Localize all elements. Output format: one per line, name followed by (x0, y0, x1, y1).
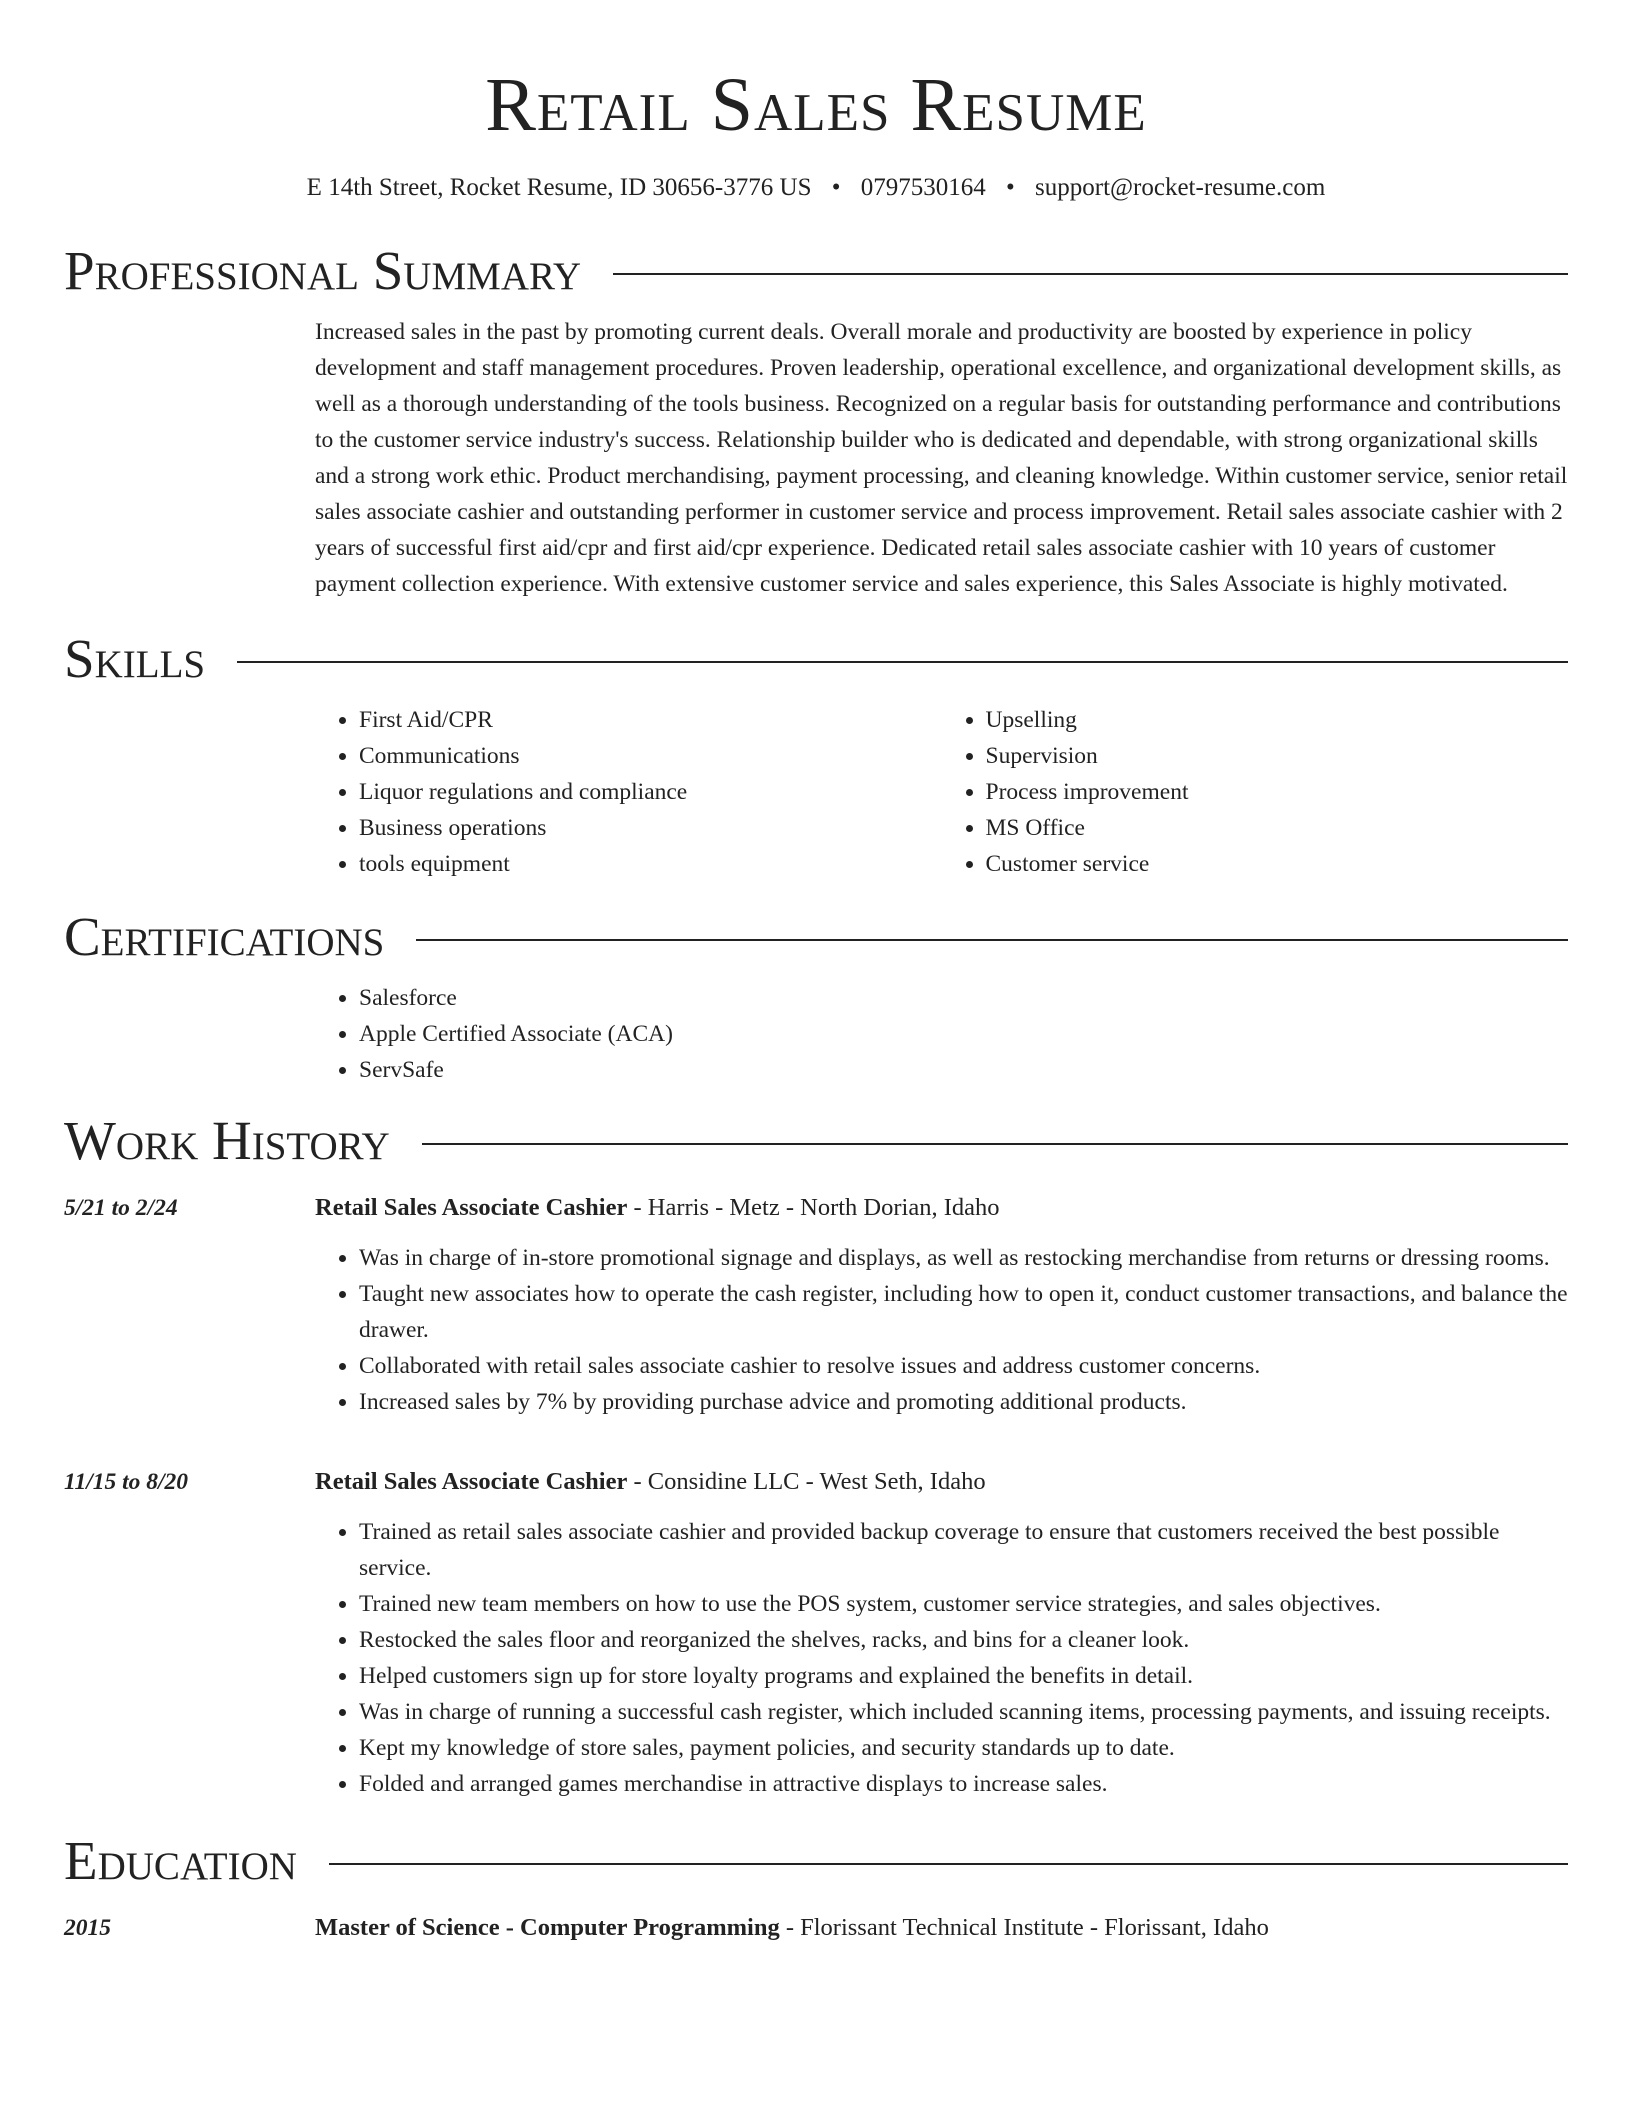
work-title-line (315, 1190, 1568, 1226)
certifications-bullets (315, 980, 1568, 1088)
job-details: - Harris - Metz - North Dorian, Idaho (627, 1194, 1000, 1221)
certification-item: • Salesforce (359, 980, 1568, 1016)
certification-item: • ServSafe (359, 1052, 1568, 1088)
summary-section-header (64, 238, 1568, 304)
job-details: - Considine LLC - West Seth, Idaho (627, 1468, 986, 1495)
skills-column-right (942, 702, 1569, 882)
education-body (315, 1910, 1568, 1946)
work-bullets (315, 1240, 1568, 1420)
section-divider (329, 1863, 1568, 1865)
skill-item: • Customer service (986, 846, 1569, 882)
skills-section-header (64, 626, 1568, 692)
skill-item: • Process improvement (986, 774, 1569, 810)
skill-item: • MS Office (986, 810, 1569, 846)
skill-item: • Business operations (359, 810, 942, 846)
job-title: Retail Sales Associate Cashier (315, 1468, 628, 1495)
certification-item: • Apple Certified Associate (ACA) (359, 1016, 1568, 1052)
skill-item: • First Aid/CPR (359, 702, 942, 738)
resume-name: Retail Sales Resume (485, 63, 1147, 147)
certifications-heading: Certifications (64, 906, 385, 967)
resume-page (64, 0, 1568, 1946)
work-bullet: • Restocked the sales floor and reorganized the shelves, racks, and bins for a cleaner look. (359, 1622, 1568, 1658)
contact-separator: • (831, 174, 841, 201)
job-title: Retail Sales Associate Cashier (315, 1194, 628, 1221)
skill-item: • tools equipment (359, 846, 942, 882)
work-bullet: • Taught new associates how to operate the cash register, including how to open it, conduct customer transactions, and balance the drawer. (359, 1276, 1568, 1348)
education-details: - Florissant Technical Institute - Florissant, Idaho (779, 1914, 1269, 1941)
education-title-line (315, 1910, 1568, 1946)
summary-text: Increased sales in the past by promoting current deals. Overall morale and productivity are boosted by experience in policy development and staff management procedures. Proven leadership, operational excellence, and organizational development skills, as well as a thorough understanding of the tools business. Recognized on a regular basis for outstanding performance and contributions to the customer service industry's success. Relationship builder who is dedicated and dependable, with strong organizational skills and a strong work ethic. Product merchandising, payment processing, and cleaning knowledge. Within customer service, senior retail sales associate cashier and outstanding performer in customer service and process improvement. Retail sales associate cashier with 2 years of successful first aid/cpr and first aid/cpr experience. Dedicated retail sales associate cashier with 10 years of customer payment collection experience. With extensive customer service and sales experience, this Sales Associate is highly motivated. (315, 319, 1568, 597)
contact-separator: • (1006, 174, 1015, 201)
work-title-line (315, 1464, 1568, 1500)
education-section-header (64, 1828, 1568, 1894)
work-bullets (315, 1514, 1568, 1802)
work-bullet: • Kept my knowledge of store sales, payment policies, and security standards up to date. (359, 1730, 1568, 1766)
work-bullet: • Trained new team members on how to use the POS system, customer service strategies, and sales objectives. (359, 1586, 1568, 1622)
work-dates: 11/15 to 8/20 (64, 1469, 189, 1495)
contact-phone: 0797530164 (860, 174, 986, 201)
certifications-list (315, 980, 1568, 1088)
section-divider (416, 939, 1568, 941)
skill-item: • Communications (359, 738, 942, 774)
work-bullet: • Was in charge of running a successful cash register, which included scanning items, processing payments, and issuing receipts. (359, 1694, 1568, 1730)
work-body (315, 1190, 1568, 1420)
contact-email: support@rocket-resume.com (1035, 174, 1326, 201)
section-divider (613, 273, 1568, 275)
degree: Master of Science - Computer Programming (315, 1914, 780, 1941)
skills-heading: Skills (64, 628, 206, 689)
work-entry (64, 1464, 1568, 1802)
contact-line (64, 172, 1568, 204)
work-bullet: • Helped customers sign up for store loyalty programs and explained the benefits in detail. (359, 1658, 1568, 1694)
work-entry (64, 1190, 1568, 1420)
education-year: 2015 (64, 1915, 111, 1941)
section-divider (237, 661, 1568, 663)
work-bullet: • Collaborated with retail sales associate cashier to resolve issues and address customer concerns. (359, 1348, 1568, 1384)
education-heading: Education (64, 1830, 297, 1891)
work-section-header (64, 1108, 1568, 1174)
skill-item: • Supervision (986, 738, 1569, 774)
work-bullet: • Was in charge of in-store promotional signage and displays, as well as restocking merchandise from returns or dressing rooms. (359, 1240, 1568, 1276)
work-body (315, 1464, 1568, 1802)
summary-heading: Professional Summary (64, 240, 582, 301)
work-dates: 5/21 to 2/24 (64, 1195, 178, 1221)
work-heading: Work History (64, 1110, 390, 1171)
work-bullet: • Trained as retail sales associate cashier and provided backup coverage to ensure that customers received the best possible service. (359, 1514, 1568, 1586)
work-bullet: • Increased sales by 7% by providing purchase advice and promoting additional products. (359, 1384, 1568, 1420)
certifications-section-header (64, 904, 1568, 970)
section-divider (422, 1143, 1568, 1145)
skills-column-left (315, 702, 942, 882)
work-bullet: • Folded and arranged games merchandise in attractive displays to increase sales. (359, 1766, 1568, 1802)
skills-list (315, 702, 1568, 882)
skill-item: • Upselling (986, 702, 1569, 738)
contact-address: E 14th Street, Rocket Resume, ID 30656-3776 US (306, 174, 812, 201)
skill-item: • Liquor regulations and compliance (359, 774, 942, 810)
education-entry (64, 1910, 1568, 1946)
